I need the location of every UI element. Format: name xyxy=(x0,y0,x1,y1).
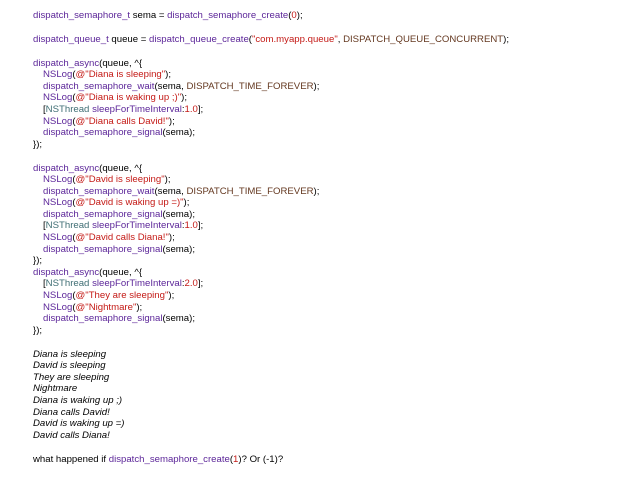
code-token-kw: sleepForTimeInterval xyxy=(92,103,182,115)
code-token-plain: (sema); xyxy=(162,243,195,255)
code-token-kw: dispatch_semaphore_wait xyxy=(43,80,155,92)
code-token-plain: (sema, xyxy=(154,80,187,92)
code-line xyxy=(33,325,629,337)
code-line xyxy=(33,104,629,116)
code-token-plain: )? Or (-1)? xyxy=(238,453,284,465)
code-line xyxy=(33,313,629,325)
code-token-plain: ( xyxy=(72,69,76,81)
code-token-mac: DISPATCH_TIME_FOREVER xyxy=(186,80,314,92)
code-token-plain: ); xyxy=(183,197,190,209)
code-token-plain: ( xyxy=(72,232,76,244)
code-line xyxy=(33,267,629,279)
code-token-kw: dispatch_async xyxy=(33,57,100,69)
code-token-kw: NSLog xyxy=(43,197,73,209)
code-line xyxy=(33,174,629,186)
code-line xyxy=(33,290,629,302)
code-token-str: @"Diana is sleeping" xyxy=(75,69,166,81)
code-line xyxy=(33,197,629,209)
code-token-plain: ( xyxy=(248,33,252,45)
code-token-mac: DISPATCH_QUEUE_CONCURRENT xyxy=(343,33,504,45)
code-token-plain: (sema, xyxy=(154,185,187,197)
code-token-mac: DISPATCH_TIME_FOREVER xyxy=(186,185,314,197)
code-token-plain: ); xyxy=(168,290,175,302)
code-token-str: 1 xyxy=(233,453,239,465)
code-token-kw: dispatch_semaphore_signal xyxy=(43,313,163,325)
code-line xyxy=(33,127,629,139)
code-line xyxy=(33,454,629,466)
code-token-str: @"Diana calls David!" xyxy=(75,115,169,127)
code-token-kw: dispatch_semaphore_wait xyxy=(43,185,155,197)
blank-line xyxy=(33,22,629,34)
code-token-plain: ( xyxy=(72,115,76,127)
code-token-plain: (sema); xyxy=(162,127,195,139)
code-token-kw: dispatch_semaphore_t xyxy=(33,10,131,21)
code-token-kw: NSLog xyxy=(43,301,73,313)
code-line xyxy=(33,302,629,314)
code-token-plain: ( xyxy=(72,197,76,209)
code-token-plain: what happened if xyxy=(33,453,109,465)
code-token-plain: ]; xyxy=(197,103,204,115)
blank-line xyxy=(33,150,629,162)
code-token-kw: NSLog xyxy=(43,290,73,302)
blank-line xyxy=(33,45,629,57)
output-line: Diana is waking up ;) xyxy=(33,394,123,406)
code-line xyxy=(33,34,629,46)
code-token-plain: [ xyxy=(43,103,46,115)
code-token-plain: [ xyxy=(43,220,46,232)
code-token-str: @"David is waking up =)" xyxy=(75,197,184,209)
code-token-str: @"David is sleeping" xyxy=(75,174,165,186)
output-line: Diana calls David! xyxy=(33,406,110,418)
code-token-plain: : xyxy=(181,278,185,290)
code-token-plain: (queue, ^{ xyxy=(99,57,143,69)
code-token-plain: (queue, ^{ xyxy=(99,266,143,278)
code-line xyxy=(33,69,629,81)
code-token-str: "com.myapp.queue" xyxy=(251,33,338,45)
code-token-plain: ); xyxy=(136,301,143,313)
code-token-kw: dispatch_async xyxy=(33,266,100,278)
code-line xyxy=(33,163,629,175)
code-token-str: @"They are sleeping" xyxy=(75,290,169,302)
code-token-str: 1.0 xyxy=(184,103,198,115)
output-line: David calls Diana! xyxy=(33,429,110,441)
code-line xyxy=(33,232,629,244)
code-token-kw: dispatch_semaphore_signal xyxy=(43,243,163,255)
code-token-kw: dispatch_semaphore_create xyxy=(167,10,289,21)
code-token-plain: [ xyxy=(43,278,46,290)
code-token-cls: NSThread xyxy=(45,278,90,290)
code-line xyxy=(33,255,629,267)
code-token-plain: (sema); xyxy=(162,208,195,220)
code-token-plain: ); xyxy=(313,80,320,92)
code-line xyxy=(33,81,629,93)
code-token-kw: dispatch_semaphore_signal xyxy=(43,127,163,139)
code-token-plain: ( xyxy=(72,301,76,313)
code-token-plain: ); xyxy=(164,174,171,186)
code-line xyxy=(33,116,629,128)
code-token-plain: ]; xyxy=(197,220,204,232)
code-token-plain: }); xyxy=(33,324,43,336)
code-token-plain: ); xyxy=(168,232,175,244)
code-token-plain: queue = xyxy=(108,33,150,45)
code-token-plain: , xyxy=(337,33,344,45)
code-token-plain: ]; xyxy=(197,278,204,290)
code-token-plain: : xyxy=(181,220,185,232)
code-line xyxy=(33,58,629,70)
code-line xyxy=(33,186,629,198)
code-line xyxy=(33,220,629,232)
code-token-cls: NSThread xyxy=(45,220,90,232)
code-token-plain: ( xyxy=(229,453,234,465)
code-token-plain: ); xyxy=(181,92,188,104)
code-token-str: 1.0 xyxy=(184,220,198,232)
code-token-kw: sleepForTimeInterval xyxy=(92,220,182,232)
code-token-plain: ); xyxy=(168,115,175,127)
code-token-plain: (sema); xyxy=(162,313,195,325)
output-line: Nightmare xyxy=(33,383,78,395)
code-line xyxy=(33,278,629,290)
code-line xyxy=(33,209,629,221)
code-token-cls: NSThread xyxy=(45,103,90,115)
code-token-str: @"David calls Diana!" xyxy=(75,232,169,244)
code-token-kw: dispatch_queue_create xyxy=(149,33,249,45)
output-line: David is sleeping xyxy=(33,360,106,372)
output-line: They are sleeping xyxy=(33,371,110,383)
code-token-kw: dispatch_semaphore_signal xyxy=(43,208,163,220)
code-token-plain: ( xyxy=(72,174,76,186)
code-token-plain: ); xyxy=(503,33,510,45)
code-token-str: @"Nightmare" xyxy=(75,301,137,313)
code-token-plain: ( xyxy=(72,92,76,104)
code-token-kw: dispatch_semaphore_create xyxy=(108,453,230,465)
code-token-kw: NSLog xyxy=(43,69,73,81)
code-token-plain: ); xyxy=(313,185,320,197)
code-line xyxy=(33,92,629,104)
blank-line xyxy=(33,441,629,453)
code-token-kw: sleepForTimeInterval xyxy=(92,278,182,290)
code-token-kw: NSLog xyxy=(43,92,73,104)
output-line: David is waking up =) xyxy=(33,418,125,430)
output-line: Diana is sleeping xyxy=(33,348,107,360)
code-token-plain: sema = xyxy=(130,10,168,21)
code-token-kw: NSLog xyxy=(43,115,73,127)
code-token-plain: : xyxy=(181,103,185,115)
code-token-kw: NSLog xyxy=(43,174,73,186)
blank-line xyxy=(33,336,629,348)
code-line xyxy=(33,10,629,22)
code-token-plain: }); xyxy=(33,138,43,150)
code-line xyxy=(33,139,629,151)
code-token-plain: }); xyxy=(33,255,43,267)
document-body xyxy=(33,10,629,465)
code-token-kw: dispatch_queue_t xyxy=(33,33,109,45)
code-token-plain: ( xyxy=(288,10,292,21)
code-token-plain: ); xyxy=(296,10,303,21)
code-token-str: 2.0 xyxy=(184,278,198,290)
code-token-plain: (queue, ^{ xyxy=(99,162,143,174)
code-token-str: 0 xyxy=(291,10,297,21)
code-token-kw: NSLog xyxy=(43,232,73,244)
code-token-plain: ); xyxy=(165,69,172,81)
code-line xyxy=(33,244,629,256)
code-token-plain: ( xyxy=(72,290,76,302)
code-token-kw: dispatch_async xyxy=(33,162,100,174)
code-token-str: @"Diana is waking up ;)" xyxy=(75,92,182,104)
